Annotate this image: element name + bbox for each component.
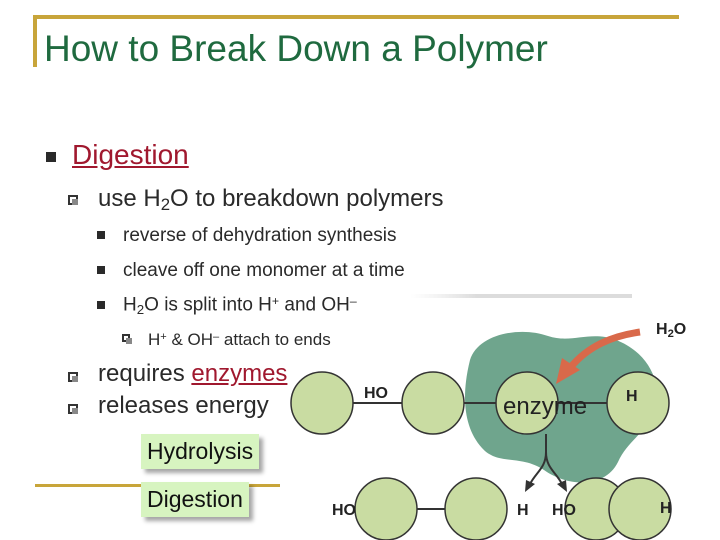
water-post: O [673, 321, 687, 338]
b1c1-sup2: – [213, 331, 220, 344]
water-label [656, 321, 686, 340]
bullet-releases-energy: releases energy [98, 392, 269, 419]
bottom-left-ho-label: HO [332, 502, 356, 519]
heading-digestion: Digestion [72, 139, 189, 170]
b2-pre: requires [98, 360, 192, 387]
digestion-button[interactable]: Digestion [141, 482, 249, 517]
bullet-cleave-monomer: cleave off one monomer at a time [123, 260, 405, 281]
enzyme-label: enzyme [503, 393, 588, 420]
monomer-bottom-1 [355, 478, 417, 540]
b1c-sub: 2 [136, 301, 145, 317]
split-arrowhead-left [525, 480, 535, 492]
monomer-bottom-2 [445, 478, 507, 540]
b1c-pre: H [123, 294, 137, 316]
b1c-sup2: – [349, 294, 357, 308]
b1c1-pre: H [148, 330, 161, 349]
enzymes-link[interactable]: enzymes [191, 360, 288, 387]
monomer-top-2 [402, 372, 464, 434]
b1-post: O to breakdown polymers [170, 185, 444, 212]
top-left-ho-label: HO [364, 385, 388, 402]
bottom-right-h-label: H [660, 500, 672, 517]
faint-rule [410, 294, 632, 298]
monomer-top-1 [291, 372, 353, 434]
b1c1-mid: & OH [166, 330, 214, 349]
b1-pre: use H [98, 185, 161, 212]
b1c-sup1: + [271, 294, 280, 308]
top-right-h-label: H [626, 388, 638, 405]
bottom-mid-h-label: H [517, 502, 529, 519]
bullet-reverse-dehydration: reverse of dehydration synthesis [123, 225, 397, 246]
monomer-top-4 [607, 372, 669, 434]
water-sub: 2 [667, 327, 674, 340]
hydrolysis-button[interactable]: Hydrolysis [141, 434, 259, 469]
page-title: How to Break Down a Polymer [44, 28, 548, 69]
b1c1-post: attach to ends [219, 330, 331, 349]
b1c-and: and OH [279, 294, 350, 316]
water-pre: H [656, 321, 668, 338]
b1c1-sup1: + [160, 331, 167, 344]
b1-sub: 2 [160, 195, 171, 215]
bottom-mid-ho-label: HO [552, 502, 576, 519]
b1c-mid: O is split into H [144, 294, 272, 316]
split-arrowhead-right [557, 480, 567, 492]
